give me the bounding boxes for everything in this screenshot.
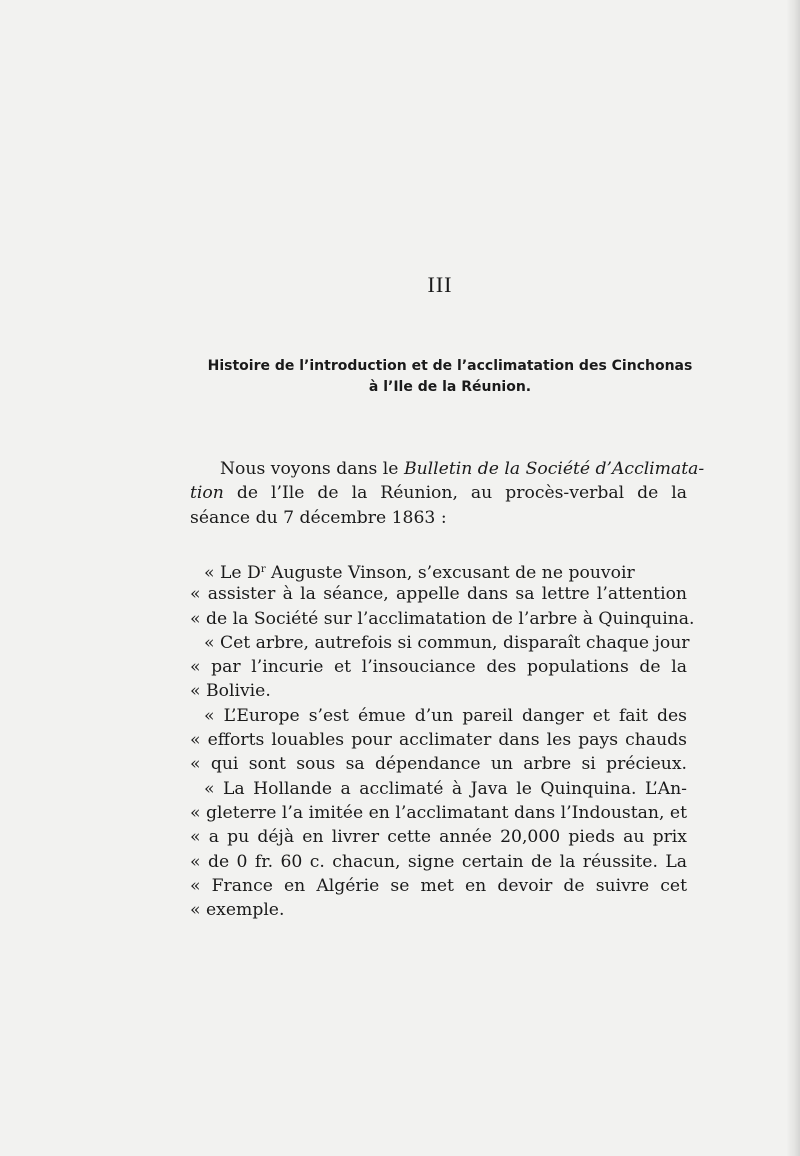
page-edge-shadow [786, 0, 800, 1156]
intro-line-2 [190, 481, 687, 505]
quote-line-text: « efforts louables pour acclimater dans les pays chauds [190, 730, 687, 751]
chapter-title-line-1: Histoire de l’introduction et de l’acclimatation des Cinchonas [207, 358, 693, 374]
quote-line [190, 558, 687, 582]
quote-line [190, 874, 687, 898]
quote-line [190, 752, 687, 776]
bulletin-title-part-2: tion [190, 483, 224, 504]
quote-line [190, 825, 687, 849]
quote-line-text: « Bolivie. [190, 681, 271, 702]
quote-line [190, 655, 687, 679]
quote-line [190, 704, 687, 728]
quote-line-text: « Cet arbre, autrefois si commun, disparaît chaque jour [204, 632, 690, 653]
quote-line-text: « gleterre l’a imitée en l’acclimatant dans l’Indoustan, et [190, 802, 687, 823]
doctor-abbrev-superscript: r [260, 564, 266, 575]
quote-line-text: « a pu déjà en livrer cette année 20,000 pieds au prix [190, 827, 687, 848]
quote-line-text: « France en Algérie se met en devoir de suivre cet [190, 875, 687, 896]
quote-line [190, 801, 687, 825]
quote-line [190, 582, 687, 606]
quote-line-text: « par l’incurie et l’insouciance des populations de la [190, 657, 687, 678]
quote-line [190, 631, 690, 655]
intro-line-1 [190, 457, 705, 481]
intro-line-3: séance du 7 décembre 1863 : [190, 507, 447, 528]
quote-line-text: « Le $D^r$ Auguste Vinson, s’excusant de ne pouvoir [204, 563, 635, 583]
quote-line [190, 777, 687, 801]
quote-line [190, 728, 687, 752]
quote-line-text: « exemple. [190, 900, 285, 921]
chapter-title-line-2: à l’Ile de la Réunion. [368, 379, 532, 395]
quote-line [190, 679, 687, 703]
intro-paragraph [190, 457, 705, 530]
quote-line [190, 898, 687, 922]
chapter-number: III [427, 272, 453, 297]
quote-line-text: « de la Société sur l’acclimatation de l’arbre à Quinquina. [190, 608, 695, 629]
quote-line-text: « L’Europe s’est émue d’un pareil danger et fait des [204, 705, 687, 726]
quote-line [190, 607, 695, 631]
quote-line-text: « qui sont sous sa dépendance un arbre si précieux. [190, 754, 687, 775]
quote-line-text: « La Hollande a acclimaté à Java le Quinquina. L’An- [204, 778, 687, 799]
quote-line-text: « de 0 fr. 60 c. chacun, signe certain de la réussite. La [190, 851, 687, 872]
quote-line-text: « assister à la séance, appelle dans sa lettre l’attention [190, 584, 687, 605]
quotation-block [190, 558, 695, 922]
quote-line [190, 850, 687, 874]
bulletin-title-part-1: Bulletin de la Société d’Acclimata- [403, 459, 705, 479]
chapter-title [200, 356, 700, 398]
intro-line-2-text: de l’Ile de la Réunion, au procès-verbal de la [223, 483, 687, 504]
intro-line-1-text: Nous voyons dans le [220, 459, 404, 479]
